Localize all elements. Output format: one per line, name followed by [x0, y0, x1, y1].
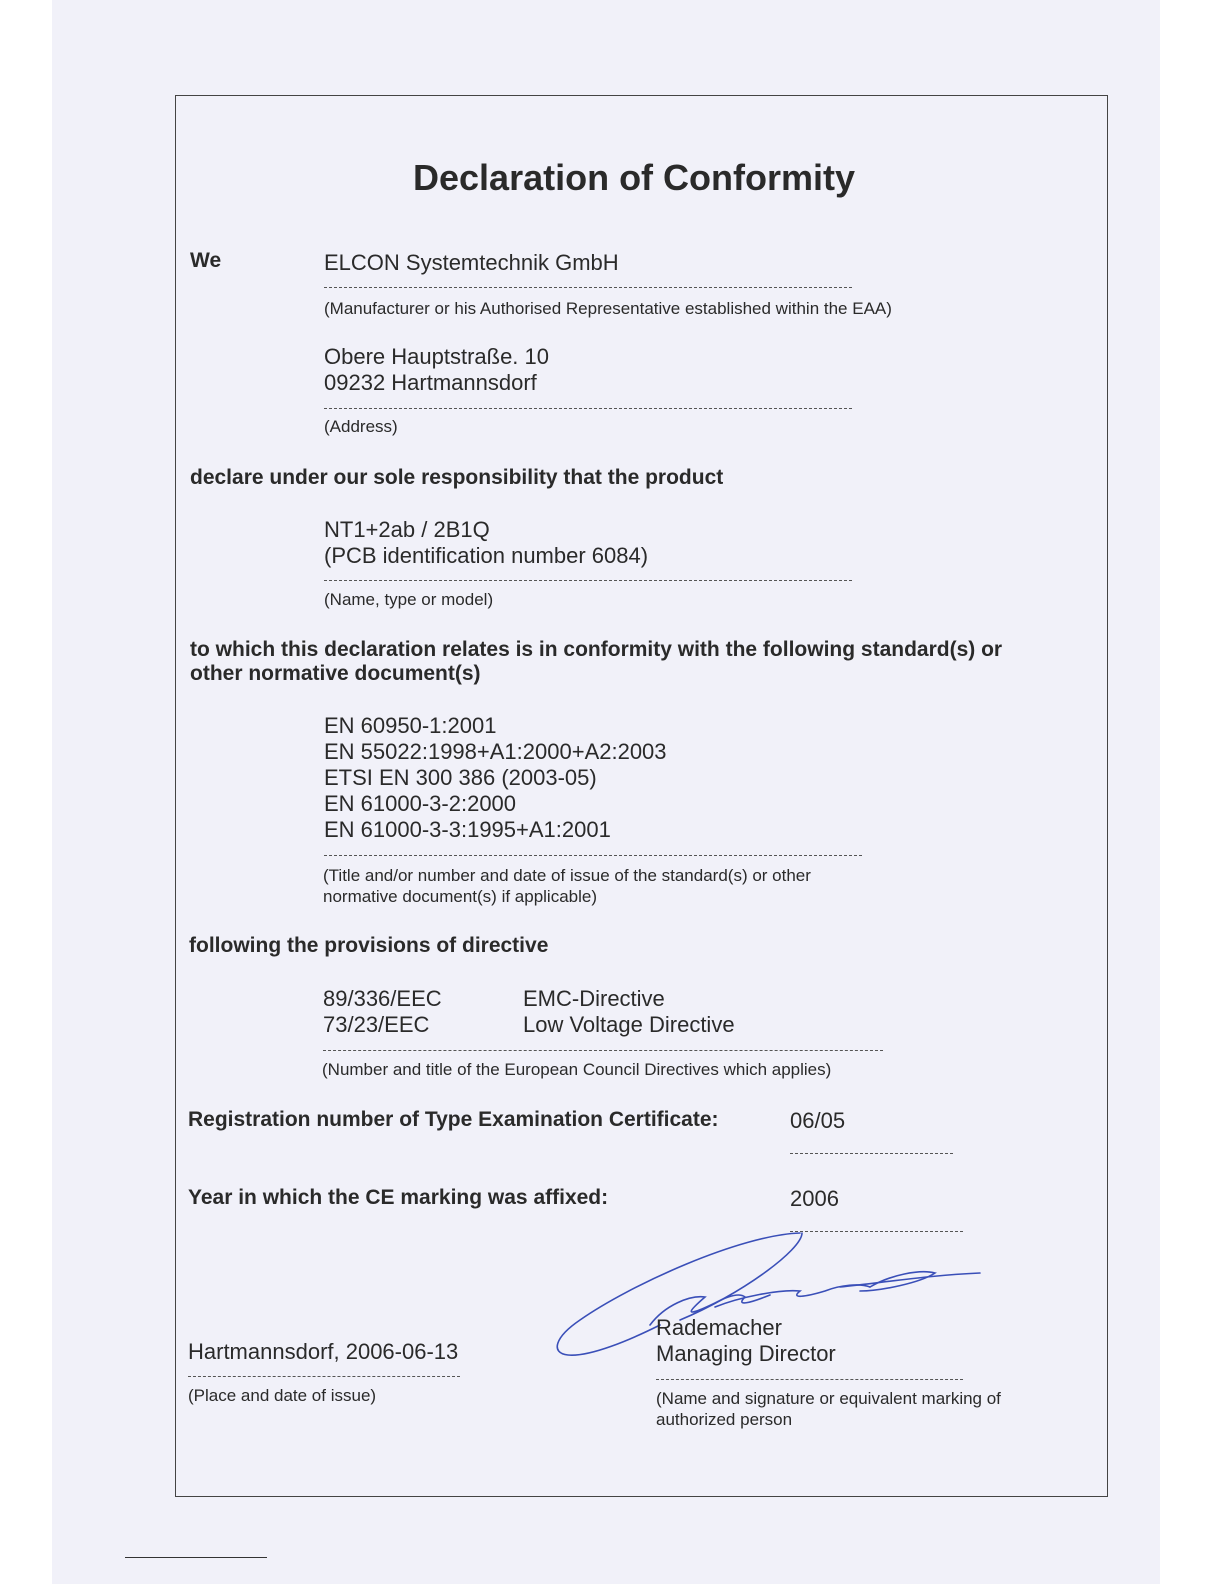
registration-label: Registration number of Type Examination Certificate: — [188, 1108, 719, 1131]
signatory-name: Rademacher — [656, 1315, 782, 1340]
divider — [656, 1379, 963, 1380]
signatory-role: Managing Director — [656, 1341, 836, 1366]
directives-caption: (Number and title of the European Council Directives which applies) — [322, 1060, 832, 1079]
standards-heading-line1: to which this declaration relates is in conformity with the following standard(s) or — [190, 638, 1003, 661]
ce-year-value: 2006 — [790, 1186, 839, 1211]
directive-heading: following the provisions of directive — [189, 934, 549, 957]
standard-item: EN 61000-3-2:2000 — [324, 791, 517, 816]
signatory-caption-line1: (Name and signature or equivalent marking of — [656, 1389, 1001, 1408]
directive-title: Low Voltage Directive — [523, 1012, 735, 1037]
product-name: NT1+2ab / 2B1Q — [324, 517, 490, 542]
divider — [790, 1153, 953, 1154]
divider — [324, 408, 852, 409]
we-label: We — [190, 249, 222, 272]
signature-stroke — [840, 1273, 980, 1287]
signature-stroke — [715, 1285, 870, 1307]
footnote-rule — [125, 1557, 267, 1558]
ce-year-label: Year in which the CE marking was affixed: — [188, 1186, 609, 1209]
registration-value: 06/05 — [790, 1108, 846, 1133]
product-pcb: (PCB identification number 6084) — [324, 543, 649, 568]
signature-stroke — [860, 1272, 935, 1291]
address-caption: (Address) — [324, 417, 398, 436]
divider — [323, 1050, 883, 1051]
directive-number: 89/336/EEC — [323, 986, 442, 1011]
place-date-value: Hartmannsdorf, 2006-06-13 — [188, 1339, 459, 1364]
divider — [324, 580, 852, 581]
standard-item: EN 55022:1998+A1:2000+A2:2003 — [324, 739, 667, 764]
directive-title: EMC-Directive — [523, 986, 665, 1011]
standards-heading-line2: other normative document(s) — [190, 662, 481, 685]
place-date-caption: (Place and date of issue) — [188, 1386, 377, 1405]
product-caption: (Name, type or model) — [324, 590, 494, 609]
standards-caption-line1: (Title and/or number and date of issue of the standard(s) or other — [323, 866, 811, 885]
signatory-caption-line2: authorized person — [656, 1410, 793, 1429]
address-street: Obere Hauptstraße. 10 — [324, 344, 550, 369]
standard-item: ETSI EN 300 386 (2003-05) — [324, 765, 597, 790]
manufacturer-caption: (Manufacturer or his Authorised Representative established within the EAA) — [324, 299, 892, 318]
divider — [188, 1376, 460, 1377]
standard-item: EN 61000-3-3:1995+A1:2001 — [324, 817, 611, 842]
address-city: 09232 Hartmannsdorf — [324, 370, 537, 395]
standard-item: EN 60950-1:2001 — [324, 713, 497, 738]
directive-number: 73/23/EEC — [323, 1012, 430, 1037]
page-title: Declaration of Conformity — [413, 157, 856, 198]
manufacturer-name: ELCON Systemtechnik GmbH — [324, 250, 619, 275]
divider — [324, 855, 862, 856]
standards-caption-line2: normative document(s) if applicable) — [323, 887, 598, 906]
declare-heading: declare under our sole responsibility that the product — [190, 466, 724, 489]
signature-stroke — [680, 1233, 802, 1320]
divider — [324, 287, 852, 288]
